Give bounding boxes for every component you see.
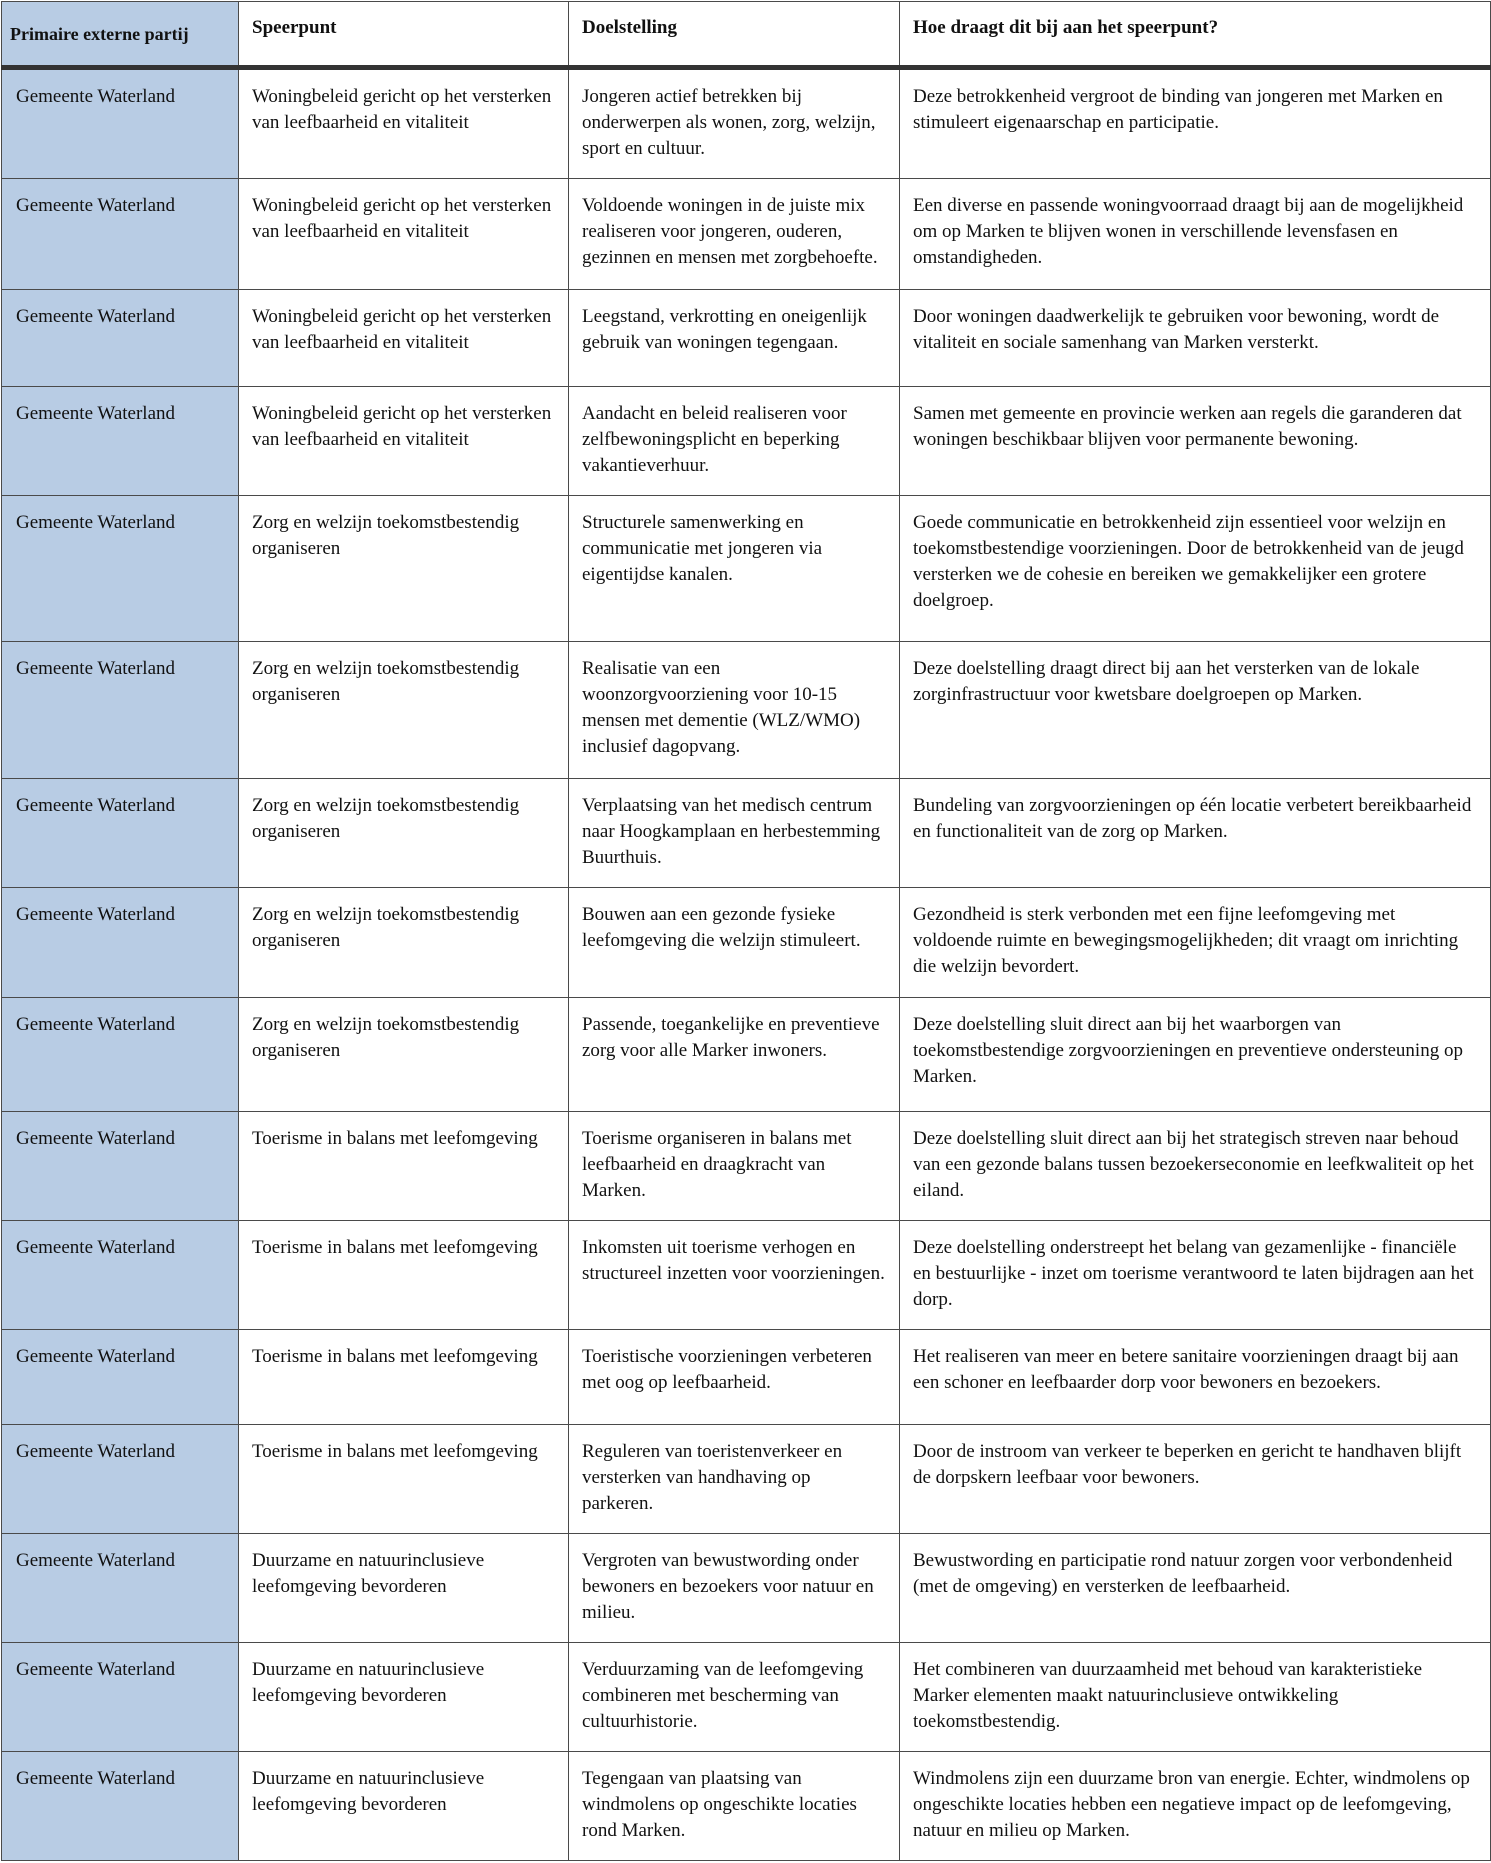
table-row: [2, 496, 1491, 641]
cell-speerpunt: Toerisme in balans met leefomgeving: [239, 1424, 569, 1533]
table-row: [2, 888, 1491, 997]
cell-speerpunt: Zorg en welzijn toekomstbestendig organiseren: [239, 779, 569, 888]
cell-bijdrage: Een diverse en passende woningvoorraad draagt bij aan de mogelijkheid om op Marken te blijven wonen in verschillende levensfasen en omstandigheden.: [900, 179, 1491, 290]
cell-doelstelling: Inkomsten uit toerisme verhogen en structureel inzetten voor voorzieningen.: [569, 1221, 900, 1330]
table-row: [2, 1424, 1491, 1533]
table-header: [2, 2, 1491, 68]
cell-party: Gemeente Waterland: [2, 641, 239, 779]
table-row: [2, 290, 1491, 387]
cell-doelstelling: Verplaatsing van het medisch centrum naar Hoogkamplaan en herbestemming Buurthuis.: [569, 779, 900, 888]
cell-bijdrage: Bundeling van zorgvoorzieningen op één locatie verbetert bereikbaarheid en functionaliteit van de zorg op Marken.: [900, 779, 1491, 888]
cell-bijdrage: Bewustwording en participatie rond natuur zorgen voor verbondenheid (met de omgeving) en versterken de leefbaarheid.: [900, 1533, 1491, 1642]
header-bijdrage: Hoe draagt dit bij aan het speerpunt?: [900, 2, 1491, 68]
header-speerpunt: Speerpunt: [239, 2, 569, 68]
table-row: [2, 997, 1491, 1112]
cell-party: Gemeente Waterland: [2, 1112, 239, 1221]
cell-bijdrage: Het combineren van duurzaamheid met behoud van karakteristieke Marker elementen maakt natuurinclusieve ontwikkeling toekomstbestendig.: [900, 1642, 1491, 1751]
cell-party: Gemeente Waterland: [2, 888, 239, 997]
cell-speerpunt: Zorg en welzijn toekomstbestendig organiseren: [239, 997, 569, 1112]
table-body: [2, 68, 1491, 1861]
cell-party: Gemeente Waterland: [2, 997, 239, 1112]
cell-party: Gemeente Waterland: [2, 387, 239, 496]
table-row: [2, 1221, 1491, 1330]
cell-bijdrage: Deze doelstelling sluit direct aan bij het waarborgen van toekomstbestendige zorgvoorzieningen en preventieve ondersteuning op Marken.: [900, 997, 1491, 1112]
cell-speerpunt: Toerisme in balans met leefomgeving: [239, 1330, 569, 1425]
cell-bijdrage: Windmolens zijn een duurzame bron van energie. Echter, windmolens op ongeschikte locaties hebben een negatieve impact op de leefomgeving, natuur en milieu op Marken.: [900, 1751, 1491, 1860]
table-row: [2, 641, 1491, 779]
objectives-table: [1, 1, 1491, 1861]
cell-bijdrage: Samen met gemeente en provincie werken aan regels die garanderen dat woningen beschikbaar blijven voor permanente bewoning.: [900, 387, 1491, 496]
cell-doelstelling: Jongeren actief betrekken bij onderwerpen als wonen, zorg, welzijn, sport en cultuur.: [569, 68, 900, 179]
cell-doelstelling: Reguleren van toeristenverkeer en versterken van handhaving op parkeren.: [569, 1424, 900, 1533]
table-row: [2, 1642, 1491, 1751]
cell-speerpunt: Woningbeleid gericht op het versterken van leefbaarheid en vitaliteit: [239, 387, 569, 496]
cell-speerpunt: Duurzame en natuurinclusieve leefomgeving bevorderen: [239, 1751, 569, 1860]
cell-doelstelling: Tegengaan van plaatsing van windmolens op ongeschikte locaties rond Marken.: [569, 1751, 900, 1860]
cell-party: Gemeente Waterland: [2, 1221, 239, 1330]
cell-doelstelling: Realisatie van een woonzorgvoorziening voor 10-15 mensen met dementie (WLZ/WMO) inclusief dagopvang.: [569, 641, 900, 779]
table-row: [2, 779, 1491, 888]
cell-doelstelling: Voldoende woningen in de juiste mix realiseren voor jongeren, ouderen, gezinnen en mensen met zorgbehoefte.: [569, 179, 900, 290]
cell-speerpunt: Duurzame en natuurinclusieve leefomgeving bevorderen: [239, 1533, 569, 1642]
cell-bijdrage: Het realiseren van meer en betere sanitaire voorzieningen draagt bij aan een schoner en leefbaarder dorp voor bewoners en bezoekers.: [900, 1330, 1491, 1425]
cell-speerpunt: Toerisme in balans met leefomgeving: [239, 1221, 569, 1330]
cell-speerpunt: Woningbeleid gericht op het versterken van leefbaarheid en vitaliteit: [239, 179, 569, 290]
cell-party: Gemeente Waterland: [2, 1751, 239, 1860]
cell-bijdrage: Door de instroom van verkeer te beperken en gericht te handhaven blijft de dorpskern leefbaar voor bewoners.: [900, 1424, 1491, 1533]
cell-party: Gemeente Waterland: [2, 1533, 239, 1642]
cell-party: Gemeente Waterland: [2, 290, 239, 387]
cell-bijdrage: Door woningen daadwerkelijk te gebruiken voor bewoning, wordt de vitaliteit en sociale samenhang van Marken versterkt.: [900, 290, 1491, 387]
cell-speerpunt: Zorg en welzijn toekomstbestendig organiseren: [239, 496, 569, 641]
cell-bijdrage: Deze doelstelling onderstreept het belang van gezamenlijke - financiële en bestuurlijke - inzet om toerisme verantwoord te laten bijdragen aan het dorp.: [900, 1221, 1491, 1330]
header-row: [2, 2, 1491, 68]
header-doelstelling: Doelstelling: [569, 2, 900, 68]
cell-speerpunt: Duurzame en natuurinclusieve leefomgeving bevorderen: [239, 1642, 569, 1751]
cell-doelstelling: Structurele samenwerking en communicatie met jongeren via eigentijdse kanalen.: [569, 496, 900, 641]
cell-party: Gemeente Waterland: [2, 1330, 239, 1425]
cell-bijdrage: Deze doelstelling draagt direct bij aan het versterken van de lokale zorginfrastructuur voor kwetsbare doelgroepen op Marken.: [900, 641, 1491, 779]
cell-speerpunt: Toerisme in balans met leefomgeving: [239, 1112, 569, 1221]
cell-bijdrage: Gezondheid is sterk verbonden met een fijne leefomgeving met voldoende ruimte en bewegingsmogelijkheden; dit vraagt om inrichting die welzijn bevordert.: [900, 888, 1491, 997]
table-row: [2, 179, 1491, 290]
cell-bijdrage: Deze betrokkenheid vergroot de binding van jongeren met Marken en stimuleert eigenaarschap en participatie.: [900, 68, 1491, 179]
cell-speerpunt: Zorg en welzijn toekomstbestendig organiseren: [239, 641, 569, 779]
cell-speerpunt: Woningbeleid gericht op het versterken van leefbaarheid en vitaliteit: [239, 68, 569, 179]
table-row: [2, 387, 1491, 496]
cell-doelstelling: Passende, toegankelijke en preventieve zorg voor alle Marker inwoners.: [569, 997, 900, 1112]
table-row: [2, 68, 1491, 179]
cell-doelstelling: Toeristische voorzieningen verbeteren met oog op leefbaarheid.: [569, 1330, 900, 1425]
cell-speerpunt: Zorg en welzijn toekomstbestendig organiseren: [239, 888, 569, 997]
cell-bijdrage: Goede communicatie en betrokkenheid zijn essentieel voor welzijn en toekomstbestendige voorzieningen. Door de betrokkenheid van de jeugd versterken we de cohesie en bereiken we gemakkelijker een grotere doelgroep.: [900, 496, 1491, 641]
cell-doelstelling: Leegstand, verkrotting en oneigenlijk gebruik van woningen tegengaan.: [569, 290, 900, 387]
cell-party: Gemeente Waterland: [2, 1642, 239, 1751]
cell-party: Gemeente Waterland: [2, 179, 239, 290]
cell-bijdrage: Deze doelstelling sluit direct aan bij het strategisch streven naar behoud van een gezonde balans tussen bezoekerseconomie en leefkwaliteit op het eiland.: [900, 1112, 1491, 1221]
cell-doelstelling: Vergroten van bewustwording onder bewoners en bezoekers voor natuur en milieu.: [569, 1533, 900, 1642]
table-row: [2, 1330, 1491, 1425]
cell-party: Gemeente Waterland: [2, 779, 239, 888]
cell-doelstelling: Toerisme organiseren in balans met leefbaarheid en draagkracht van Marken.: [569, 1112, 900, 1221]
cell-party: Gemeente Waterland: [2, 496, 239, 641]
header-party: Primaire externe partij: [2, 2, 239, 68]
table-row: [2, 1751, 1491, 1860]
cell-party: Gemeente Waterland: [2, 68, 239, 179]
cell-doelstelling: Verduurzaming van de leefomgeving combineren met bescherming van cultuurhistorie.: [569, 1642, 900, 1751]
table-row: [2, 1112, 1491, 1221]
cell-doelstelling: Bouwen aan een gezonde fysieke leefomgeving die welzijn stimuleert.: [569, 888, 900, 997]
table-row: [2, 1533, 1491, 1642]
cell-party: Gemeente Waterland: [2, 1424, 239, 1533]
cell-doelstelling: Aandacht en beleid realiseren voor zelfbewoningsplicht en beperking vakantieverhuur.: [569, 387, 900, 496]
cell-speerpunt: Woningbeleid gericht op het versterken van leefbaarheid en vitaliteit: [239, 290, 569, 387]
